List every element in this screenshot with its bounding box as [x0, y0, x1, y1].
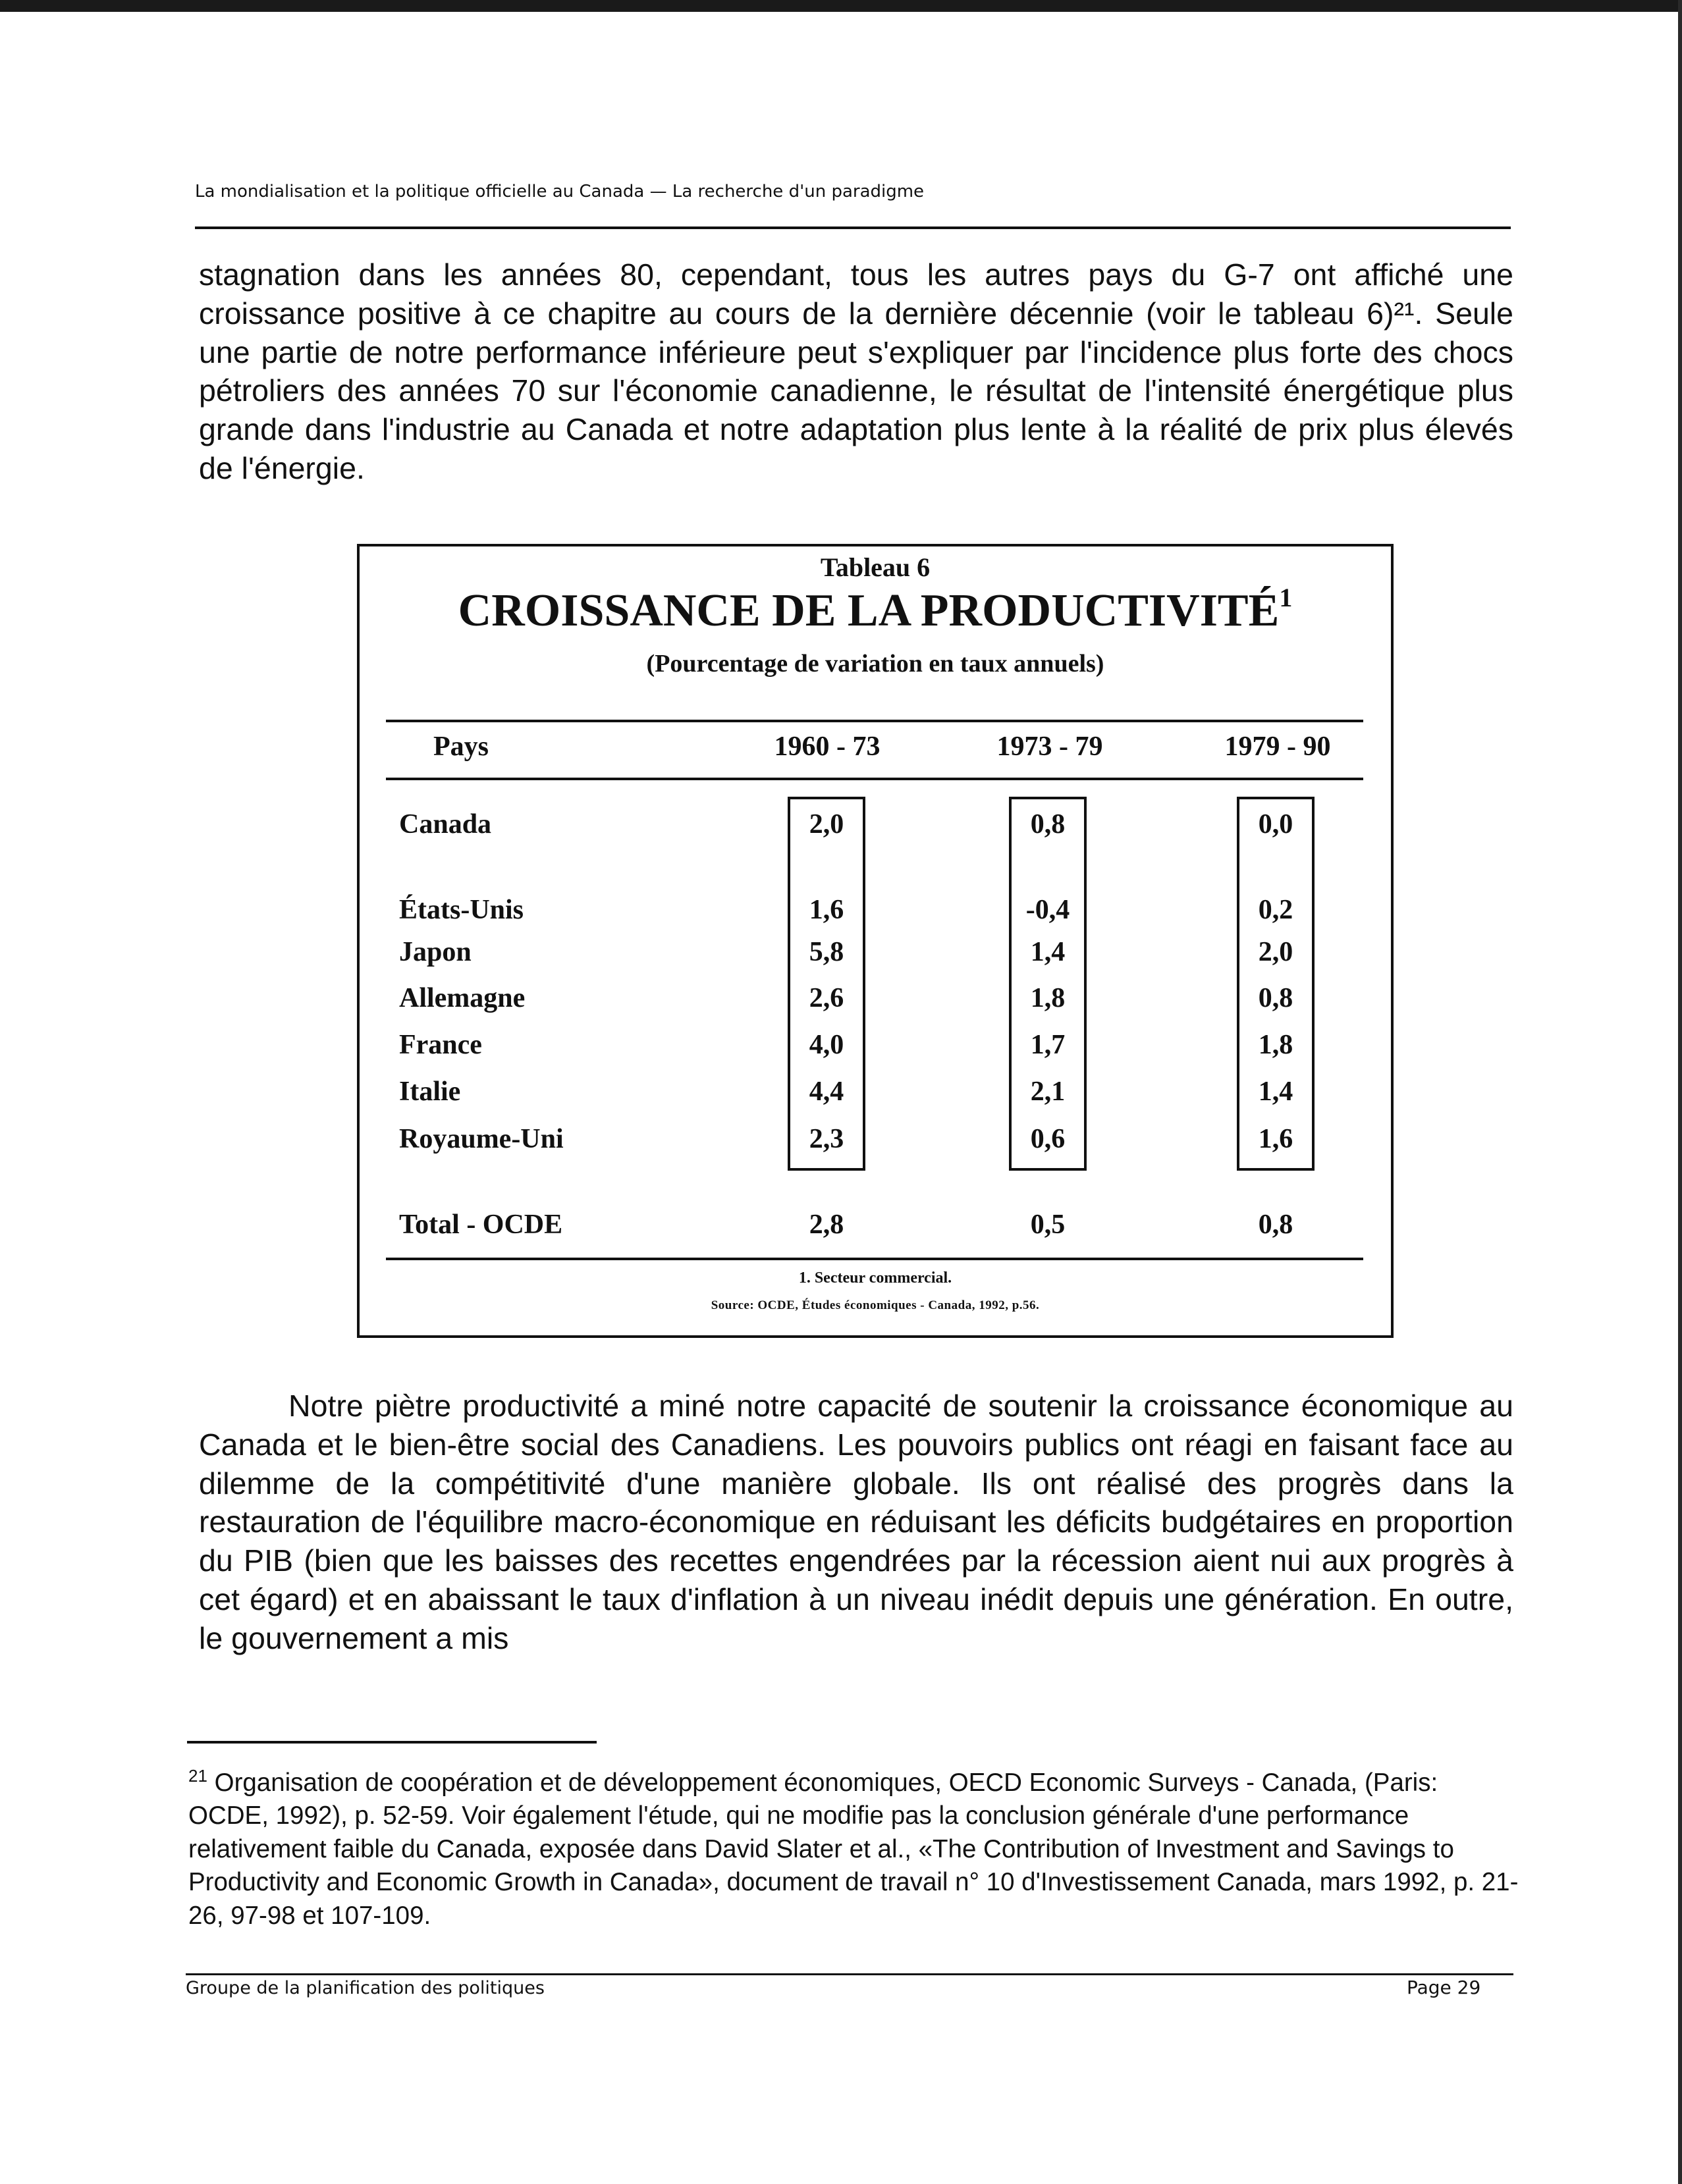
table-row — [360, 894, 1391, 927]
table-row — [360, 809, 1391, 841]
footnote-rule — [187, 1741, 597, 1744]
table-title-text: CROISSANCE DE LA PRODUCTIVITÉ — [458, 585, 1280, 636]
row-value-1960-73: 2,3 — [809, 1124, 844, 1154]
row-value-1979-90: 1,6 — [1258, 1124, 1293, 1154]
row-value-1979-90: 1,4 — [1258, 1077, 1293, 1107]
row-value-1973-79: -0,4 — [1025, 895, 1070, 925]
column-header-1960-73: 1960 - 73 — [774, 732, 881, 762]
row-country: États-Unis — [399, 895, 524, 925]
column-header-1973-79: 1973 - 79 — [996, 732, 1103, 762]
row-country: Japon — [399, 937, 472, 967]
row-country: Royaume-Uni — [399, 1124, 564, 1154]
row-country: Italie — [399, 1077, 461, 1107]
row-value-1979-90: 0,2 — [1258, 895, 1293, 925]
header-rule — [195, 226, 1511, 229]
table-source: Source: OCDE, Études économiques - Canada, 1992, p.56. — [711, 1298, 1040, 1312]
row-value-1960-73: 4,4 — [809, 1077, 844, 1107]
total-value-1979-90: 0,8 — [1258, 1210, 1293, 1240]
table-label: Tableau 6 — [820, 552, 931, 582]
footnote-number: 21 — [188, 1766, 207, 1786]
row-value-1979-90: 1,8 — [1258, 1030, 1293, 1060]
row-country: Canada — [399, 809, 492, 839]
row-value-1979-90: 2,0 — [1258, 937, 1293, 967]
footer-group-name: Groupe de la planification des politiques — [186, 1978, 545, 1998]
footnote — [188, 1759, 1519, 1932]
page-number: Page 29 — [1407, 1977, 1481, 1998]
row-value-1973-79: 1,7 — [1030, 1030, 1066, 1060]
row-value-1960-73: 1,6 — [809, 895, 844, 925]
table-rule-header — [386, 778, 1363, 780]
table-note: 1. Secteur commercial. — [798, 1269, 952, 1287]
row-value-1973-79: 0,6 — [1030, 1124, 1066, 1154]
table-title-note: 1 — [1279, 583, 1293, 612]
row-value-1960-73: 2,6 — [809, 983, 844, 1013]
body-paragraph: Notre piètre productivité a miné notre capacité de soutenir la croissance économique au Canada et le bien-être social des Canadiens. Les pouvoirs publics ont réagi en faisant face au dilemme de la compétitivité d'une manière globale. Ils ont réalisé des progrès dans la restauration de l'équilibre macro-économique en réduisant les déficits budgétaires en proportion du PIB (bien que les baisses des recettes engendrées par la récession aient nui aux progrès à cet égard) et en abaissant le taux d'inflation à un niveau inédit depuis une génération. En outre, le gouvernement a mis — [199, 1389, 1513, 1655]
table-rule-bottom — [386, 1258, 1363, 1260]
productivity-table — [357, 544, 1394, 1338]
table-rule-top — [386, 720, 1363, 722]
column-header-country: Pays — [433, 732, 489, 762]
table-row — [360, 1123, 1391, 1156]
table-subtitle: (Pourcentage de variation en taux annuels) — [646, 650, 1104, 678]
running-header: La mondialisation et la politique officielle au Canada — La recherche d'un paradigme — [195, 182, 925, 201]
footnote-text: Organisation de coopération et de développement économiques, OECD Economic Surveys - Canada, (Paris: OCDE, 1992), p. 52-59. Voir également l'étude, qui ne modifie pas la conclusion générale d'une performance relativement faible du Canada, exposée dans David Slater et al., «The Contribution of Investment and Savings to Productivity and Economic Growth in Canada», document de travail n° 10 d'Investissement Canada, mars 1992, p. 21-26, 97-98 et 107-109. — [188, 1768, 1519, 1930]
row-value-1979-90: 0,8 — [1258, 983, 1293, 1013]
total-value-1960-73: 2,8 — [809, 1210, 844, 1240]
lead-paragraph: stagnation dans les années 80, cependant, tous les autres pays du G-7 ont affiché une croissance positive à ce chapitre au cours de la dernière décennie (voir le tableau 6)²¹. Seule une partie de notre performance inférieure peut s'expliquer par l'incidence plus forte des chocs pétroliers des années 70 sur l'économie canadienne, le résultat de l'intensité énergétique plus grande dans l'industrie au Canada et notre adaptation plus lente à la réalité de prix plus élevés de l'énergie. — [199, 257, 1513, 485]
row-value-1973-79: 1,4 — [1030, 937, 1066, 967]
row-value-1960-73: 2,0 — [809, 809, 844, 839]
table-row — [360, 1029, 1391, 1062]
row-value-1973-79: 0,8 — [1030, 809, 1066, 839]
total-label: Total - OCDE — [399, 1210, 563, 1240]
table-row — [360, 1076, 1391, 1109]
row-value-1973-79: 1,8 — [1030, 983, 1066, 1013]
row-value-1960-73: 5,8 — [809, 937, 844, 967]
row-country: France — [399, 1030, 482, 1060]
table-row — [360, 982, 1391, 1015]
page-top-edge — [0, 0, 1682, 12]
footer-rule — [186, 1973, 1513, 1975]
page-right-edge — [1678, 0, 1682, 2184]
table-title — [360, 585, 1391, 637]
row-value-1973-79: 2,1 — [1030, 1077, 1066, 1107]
table-row — [360, 936, 1391, 969]
row-value-1960-73: 4,0 — [809, 1030, 844, 1060]
row-value-1979-90: 0,0 — [1258, 809, 1293, 839]
total-value-1973-79: 0,5 — [1030, 1210, 1066, 1240]
table-total-row — [360, 1209, 1391, 1242]
column-header-1979-90: 1979 - 90 — [1224, 732, 1331, 762]
row-country: Allemagne — [399, 983, 526, 1013]
